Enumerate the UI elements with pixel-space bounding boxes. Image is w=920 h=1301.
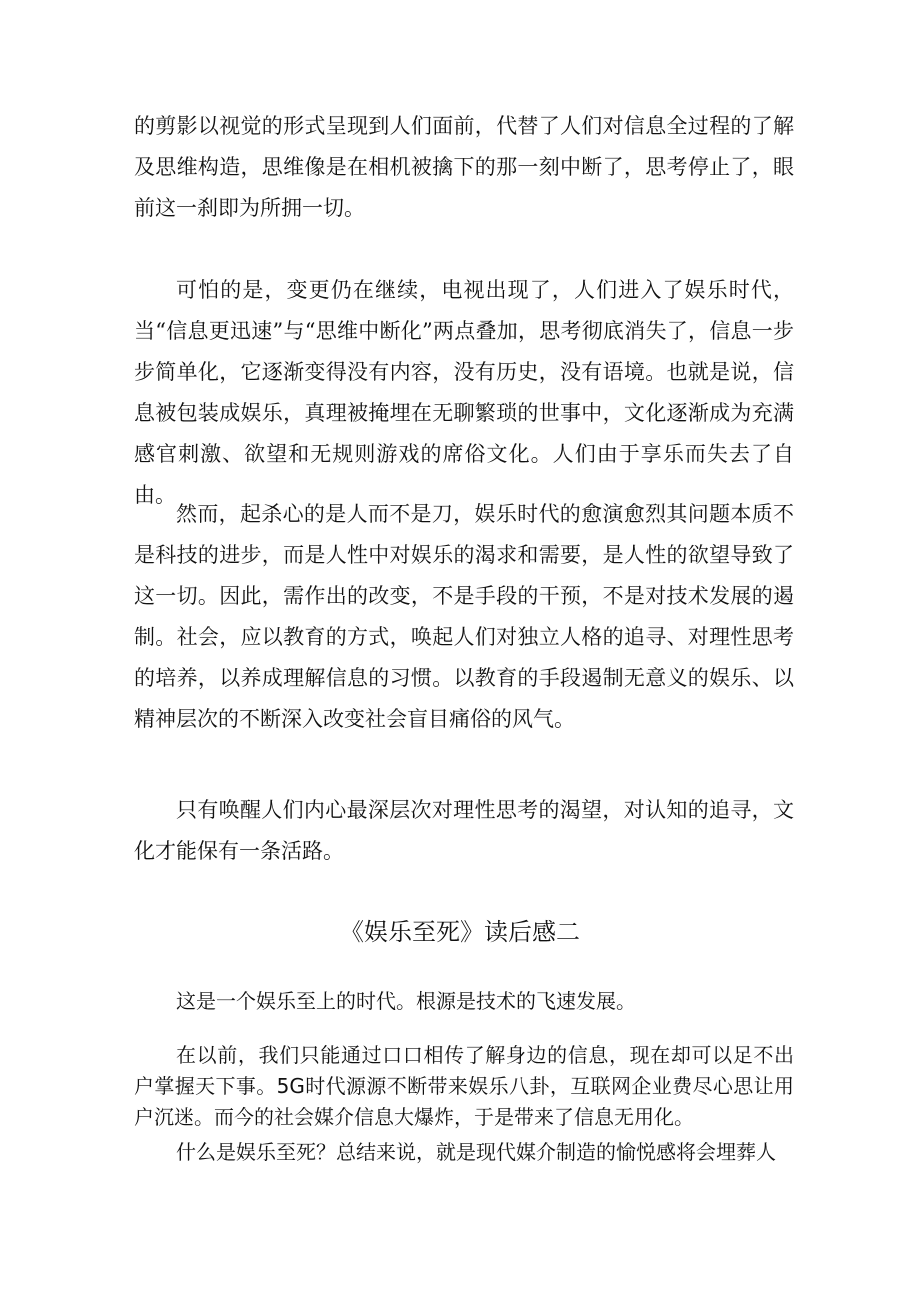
section-title: 《娱乐至死》读后感二: [340, 918, 580, 946]
paragraph-era-intro: 这是一个娱乐至上的时代。根源是技术的飞速发展。: [176, 989, 636, 1013]
paragraph-media-explosion: 在以前，我们只能通过口口相传了解身边的信息，现在却可以足不出户掌握天下事。5G时代源源不断带来娱乐八卦，互联网企业费尽心思让用户沉迷。而今的社会媒介信息大爆炸，于是带来了信息无用化。: [134, 1043, 794, 1129]
paragraph-conclusion: 只有唤醒人们内心最深层次对理性思考的渴望，对认知的追寻，文化才能保有一条活路。: [134, 798, 794, 863]
paragraph-tv-era: 可怕的是，变更仍在继续，电视出现了，人们进入了娱乐时代，当“信息更迅速”与“思维中断化”两点叠加，思考彻底消失了，信息一步步简单化，它逐渐变得没有内容，没有历史，没有语境。也就是说，信息被包装成娱乐，真理被掩埋在无聊繁琐的世事中，文化逐渐成为充满感官刺激、欲望和无规则游戏的席俗文化。人们由于享乐而失去了自由。: [134, 278, 794, 507]
paragraph-human-nature: 然而，起杀心的是人而不是刀，娱乐时代的愈演愈烈其问题本质不是科技的进步，而是人性中对娱乐的渴求和需要，是人性的欲望导致了这一切。因此，需作出的改变，不是手段的干预，不是对技术发展的遏制。社会，应以教育的方式，唤起人们对独立人格的追寻、对理性思考的培养，以养成理解信息的习惯。以教育的手段遏制无意义的娱乐、以精神层次的不断深入改变社会盲目痛俗的风气。: [134, 502, 794, 731]
paragraph-definition: 什么是娱乐至死？总结来说，就是现代媒介制造的愉悦感将会埋葬人: [176, 1140, 776, 1164]
paragraph-continuation: 的剪影以视觉的形式呈现到人们面前，代替了人们对信息全过程的了解及思维构造，思维像是在相机被擒下的那一刻中断了，思考停止了，眼前这一刹即为所拥一切。: [134, 114, 794, 220]
